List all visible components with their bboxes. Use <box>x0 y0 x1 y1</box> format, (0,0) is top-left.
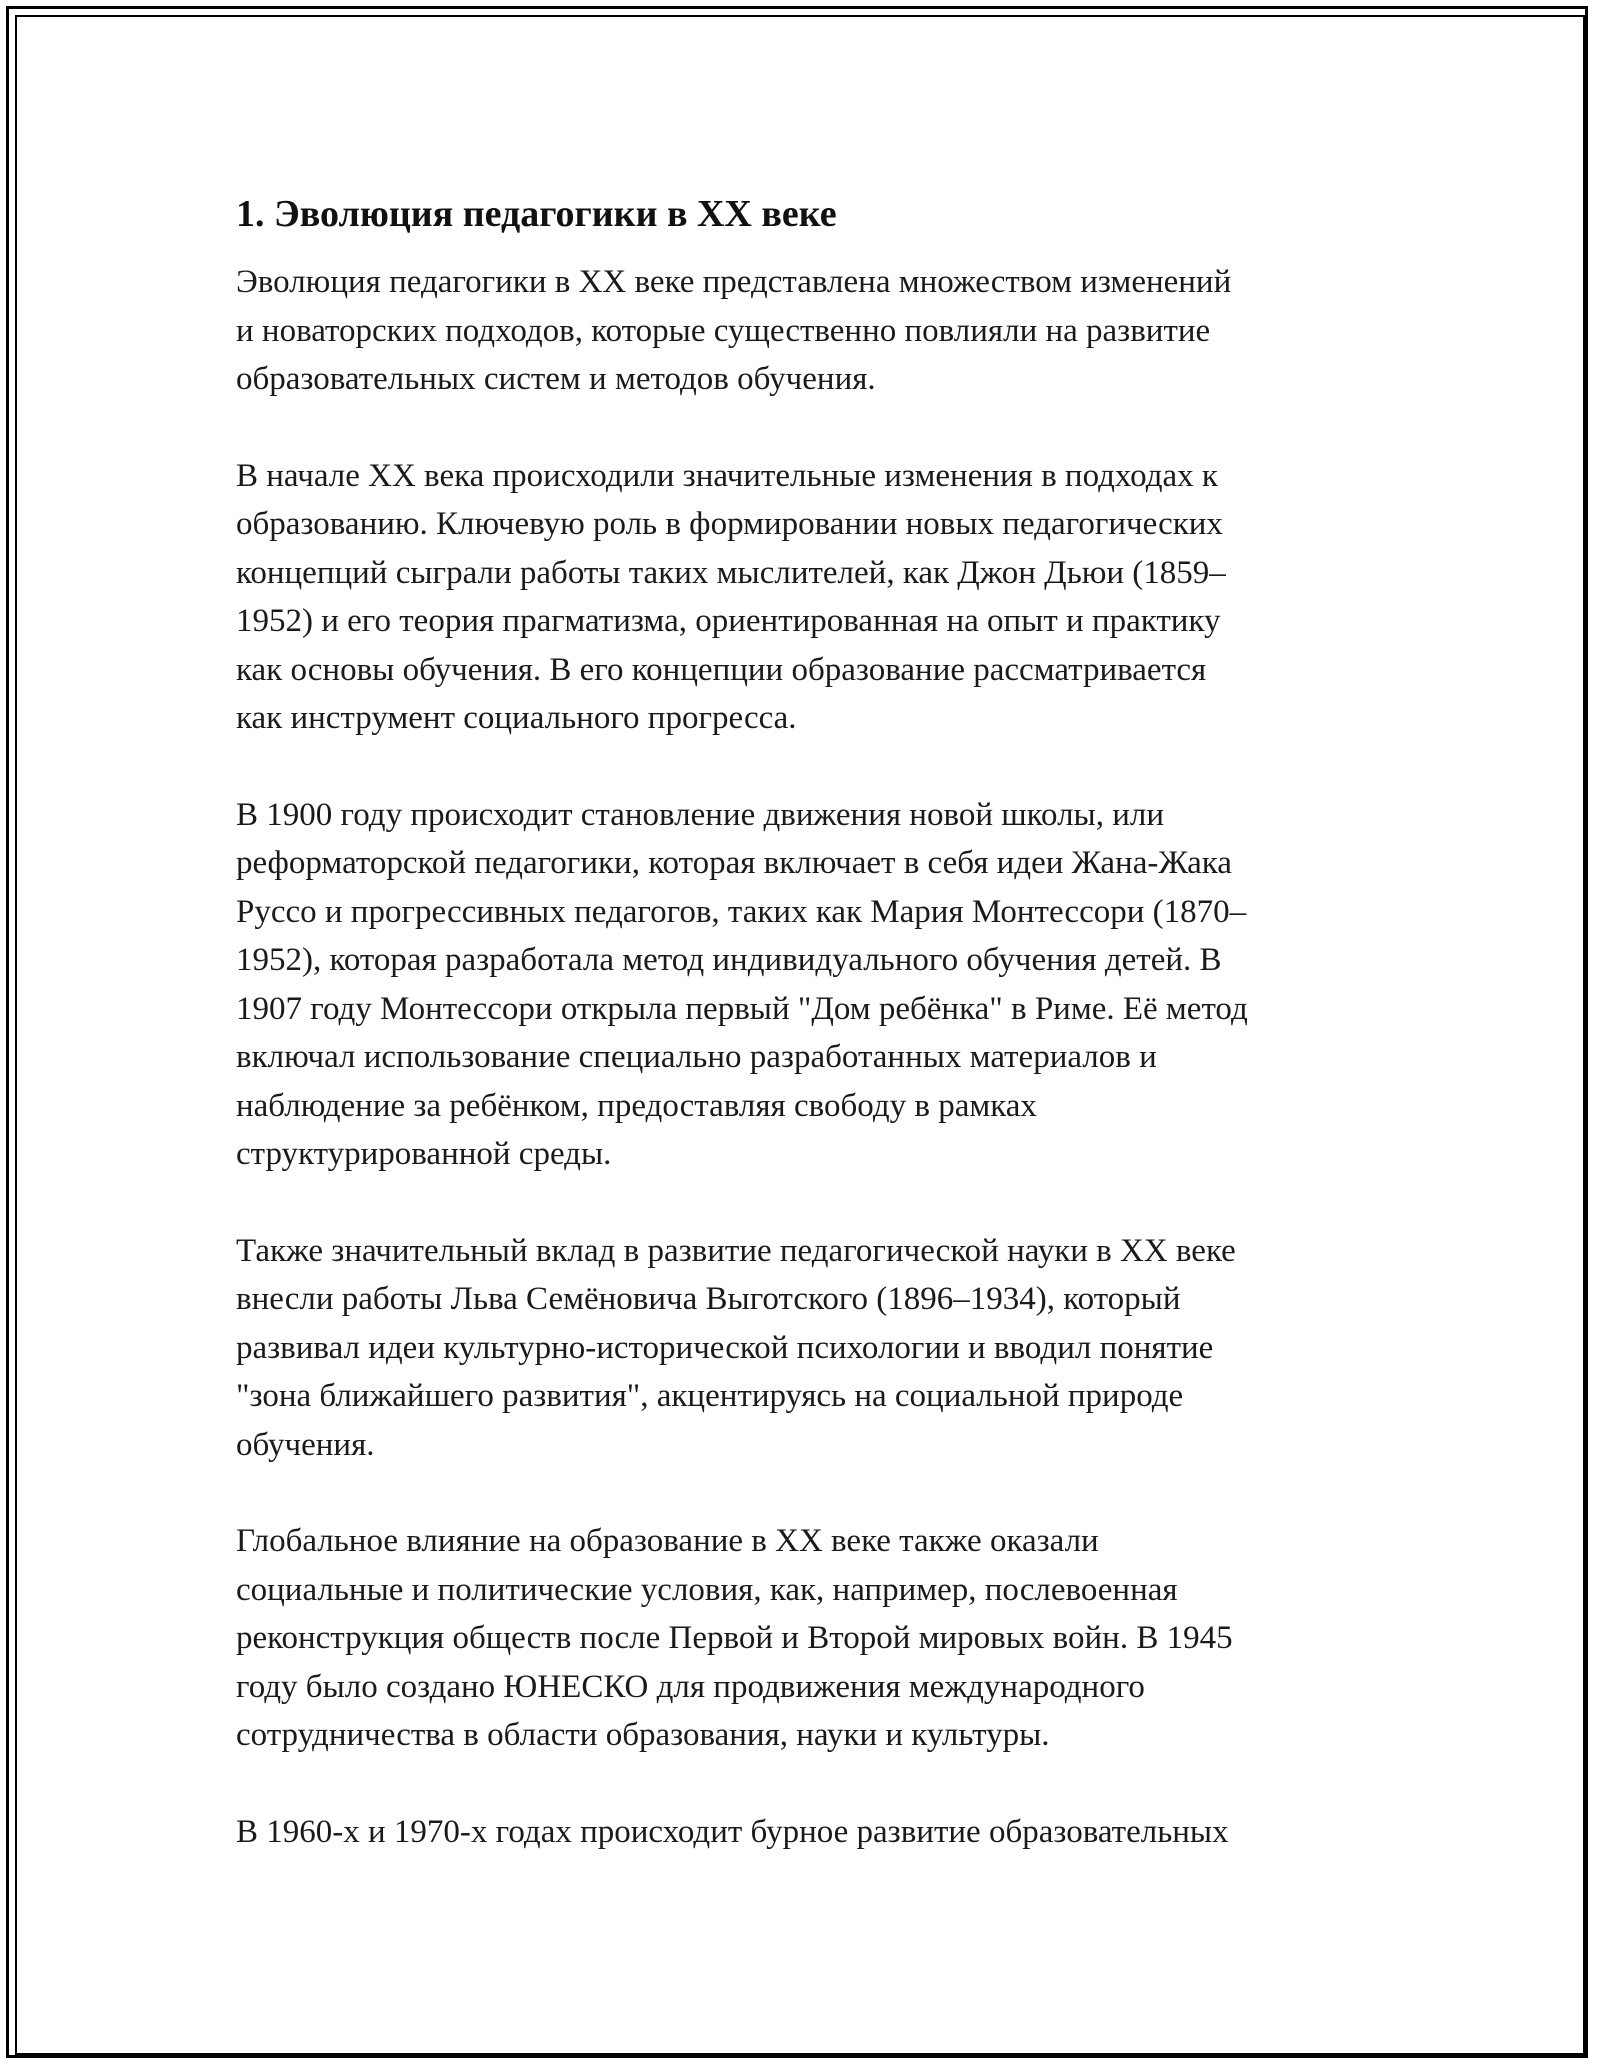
text-line: внесли работы Льва Семёновича Выготского (1896–1934), который <box>236 1281 1181 1317</box>
text-line: "зона ближайшего развития", акцентируясь на социальной природе <box>236 1378 1184 1414</box>
section-heading: 1. Эволюция педагогики в XX веке <box>236 193 837 235</box>
text-line: реконструкция обществ после Первой и Второй мировых войн. В 1945 <box>236 1620 1233 1656</box>
text-line: включал использование специально разработанных материалов и <box>236 1039 1157 1075</box>
text-line: реформаторской педагогики, которая включает в себя идеи Жана-Жака <box>236 845 1232 881</box>
text-line: как основы обучения. В его концепции образование рассматривается <box>236 651 1207 688</box>
text-line: образовательных систем и методов обучения. <box>236 361 876 397</box>
text-line: Также значительный вклад в развитие педагогической науки в XX веке <box>236 1232 1236 1269</box>
text-line: году было создано ЮНЕСКО для продвижения международного <box>236 1668 1145 1705</box>
text-line: В 1900 году происходит становление движения новой школы, или <box>236 796 1164 833</box>
paragraph-4 <box>236 1227 1386 1470</box>
text-line: В начале XX века происходили значительные изменения в подходах к <box>236 457 1218 494</box>
paragraph-6 <box>236 1808 1386 1857</box>
text-line: сотрудничества в области образования, науки и культуры. <box>236 1717 1050 1753</box>
text-line: 1907 году Монтессори открыла первый "Дом ребёнка" в Риме. Её метод <box>236 990 1248 1027</box>
document-body <box>236 190 1386 1904</box>
paragraph-3 <box>236 791 1386 1179</box>
text-line: 1952) и его теория прагматизма, ориентированная на опыт и практику <box>236 603 1221 639</box>
text-line: развивал идеи культурно-исторической психологии и вводил понятие <box>236 1329 1214 1366</box>
paragraph-5 <box>236 1517 1386 1760</box>
paragraph-1 <box>236 258 1386 404</box>
text-line: структурированной среды. <box>236 1136 612 1172</box>
text-line: Руссо и прогрессивных педагогов, таких как Мария Монтессори (1870– <box>236 893 1247 930</box>
text-line: 1952), которая разработала метод индивидуального обучения детей. В <box>236 942 1222 978</box>
paragraph-2 <box>236 452 1386 743</box>
text-line: социальные и политические условия, как, например, послевоенная <box>236 1571 1178 1608</box>
text-line: наблюдение за ребёнком, предоставляя свободу в рамках <box>236 1087 1037 1124</box>
text-line: образованию. Ключевую роль в формировании новых педагогических <box>236 506 1223 542</box>
text-line: концепций сыграли работы таких мыслителей, как Джон Дьюи (1859– <box>236 554 1226 591</box>
text-line: и новаторских подходов, которые существенно повлияли на развитие <box>236 312 1211 349</box>
text-line: обучения. <box>236 1426 375 1463</box>
text-line: Эволюция педагогики в XX веке представлена множеством изменений <box>236 264 1232 300</box>
text-line: В 1960-х и 1970-х годах происходит бурное развитие образовательных <box>236 1813 1229 1850</box>
text-line: Глобальное влияние на образование в XX веке также оказали <box>236 1523 1099 1559</box>
text-line: как инструмент социального прогресса. <box>236 700 797 736</box>
